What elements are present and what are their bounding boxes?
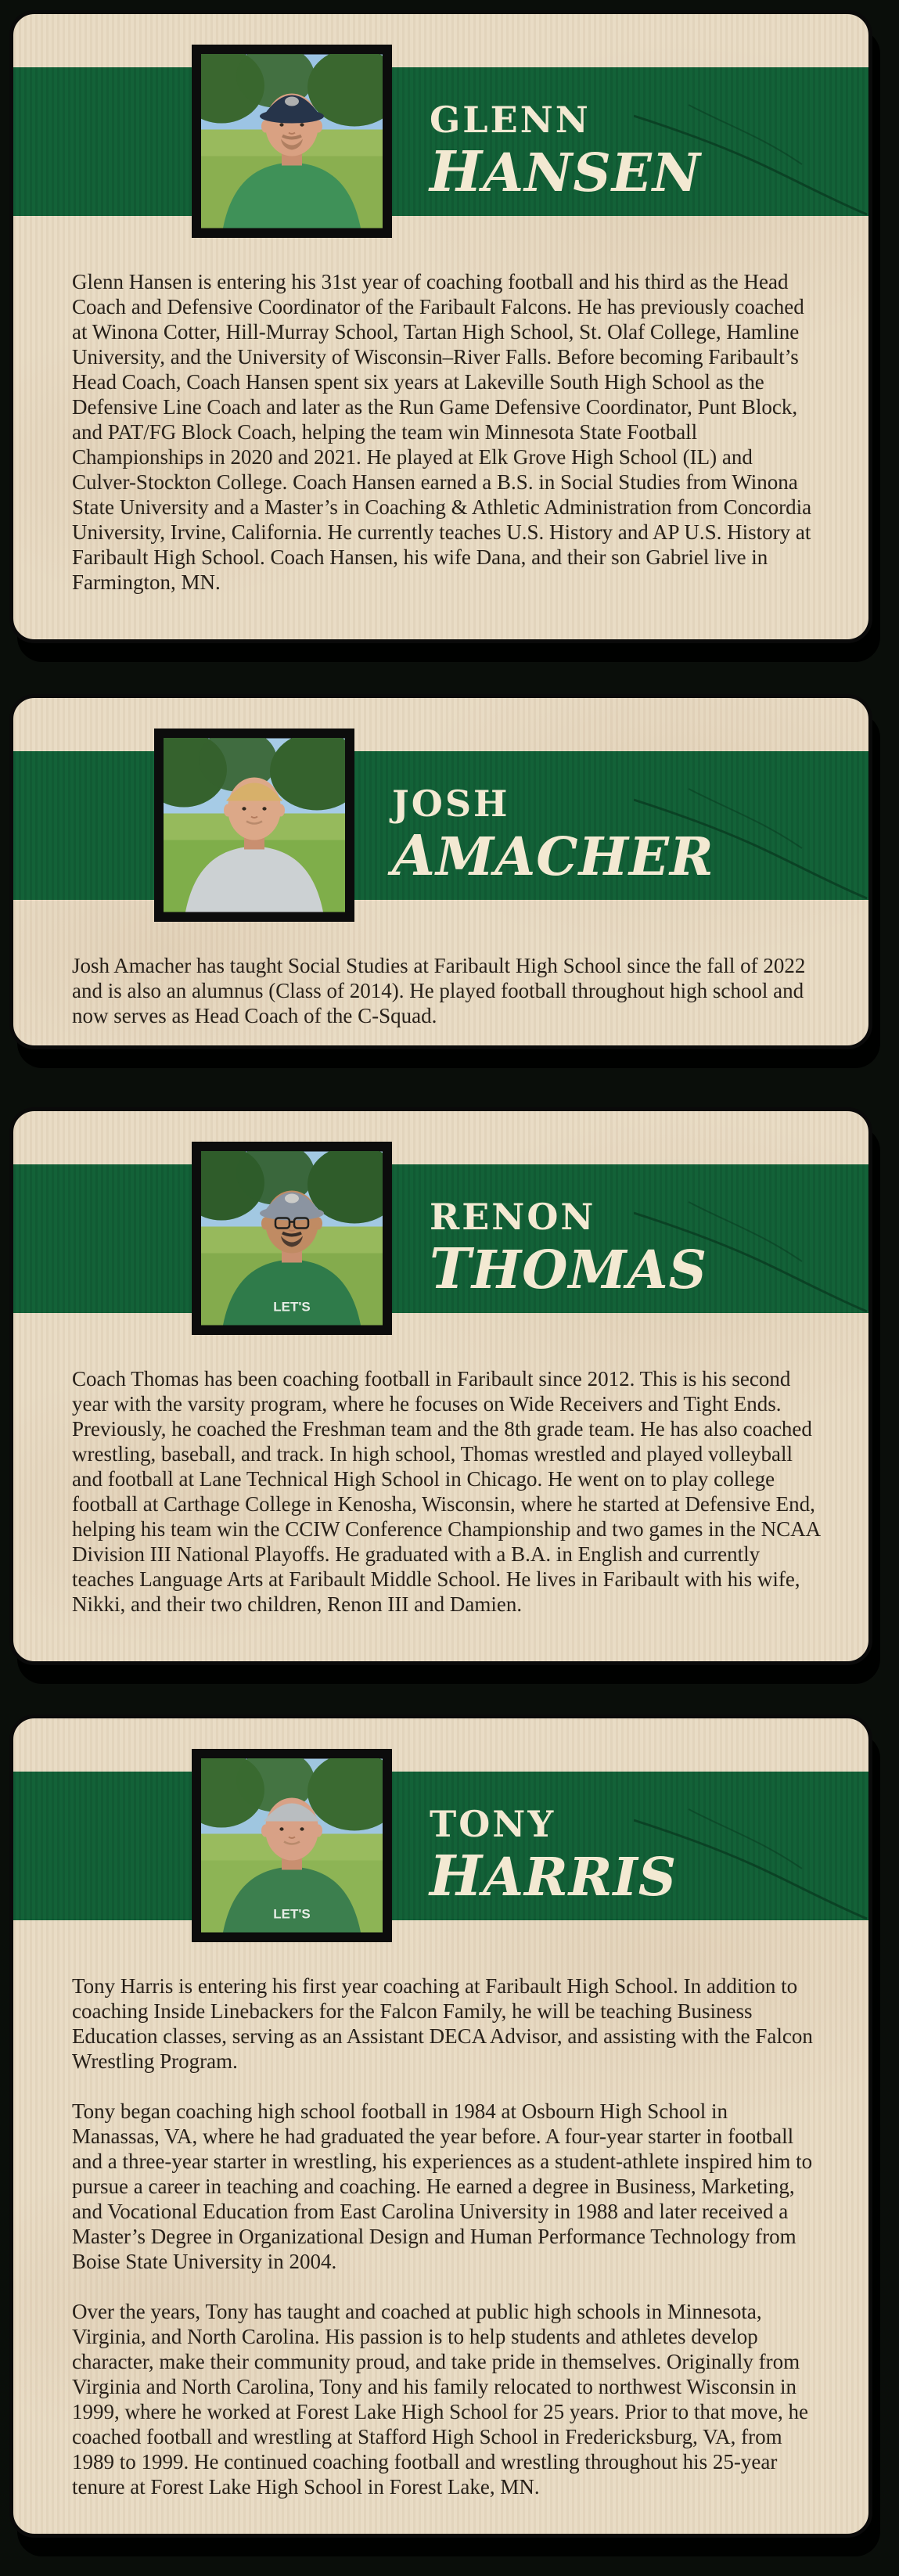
- coach-last-name: HARRIS: [430, 1843, 678, 1909]
- coach-first-name: GLENN: [430, 99, 591, 141]
- bio-paragraph: Tony Harris is entering his first year coaching at Faribault High School. In addition to coaching Inside Linebackers for the Falcon Family, he will be teaching Business Education classes, serving as an Assistant DECA Advisor, and assisting with the Falcon Wrestling Program.: [72, 1974, 813, 2073]
- coach-first-name: JOSH: [392, 783, 510, 825]
- bio-paragraph: Tony began coaching high school football in 1984 at Osbourn High School in Manassas, VA, where he had graduated the year before. A four-year starter in football and a three-year starter in wrestling, his experiences as a student-athlete inspired him to pursue a career in teaching and coaching. He earned a degree in Business, Marketing, and Vocational Education from East Carolina University in 1988 and later received a Master’s Degree in Organizational Design and Human Performance Technology from Boise State University in 2004.: [72, 2099, 813, 2273]
- coach-last-name: AMACHER: [392, 822, 714, 888]
- coach-card: [9, 1714, 872, 2538]
- coach-bio: [13, 698, 868, 1045]
- coach-card: [9, 1107, 872, 1665]
- coach-bio: [13, 14, 868, 612]
- coach-bio: [13, 1718, 868, 2517]
- svg-text:LET'S: LET'S: [273, 1299, 311, 1315]
- bio-paragraph: Coach Thomas has been coaching football in Faribault since 2012. This is his second year with the varsity program, where he focuses on Wide Receivers and Tight Ends. Previously, he coached the Freshman team and the 8th grade team. He has also coached wrestling, baseball, and track. In high school, Thomas wrestled and played volleyball and football at Lane Technical High School in Chicago. He went on to play college football at Carthage College in Kenosha, Wisconsin, where he started at Defensive End, helping his team win the CCIW Conference Championship and two games in the NCAA Division III National Playoffs. He graduated with a B.A. in English and currently teaches Language Arts at Faribault Middle School. He lives in Faribault with his wife, Nikki, and their two children, Renon III and Damien.: [72, 1367, 820, 1616]
- bio-paragraph: Over the years, Tony has taught and coached at public high schools in Minnesota, Virginia, and North Carolina. His passion is to help students and athletes develop character, make their community proud, and take pride in themselves. Originally from Virginia and North Carolina, Tony and his family relocated to northwest Wisconsin in 1999, where he worked at Forest Lake High School for 25 years. Prior to that move, he coached football and wrestling at Stafford High School in Fredericksburg, VA, from 1989 to 1999. He continued coaching football and wrestling throughout his 25-year tenure at Forest Lake High School in Forest Lake, MN.: [72, 2300, 809, 2499]
- bio-paragraph: Glenn Hansen is entering his 31st year of coaching football and his third as the Head Coach and Defensive Coordinator of the Faribault Falcons. He has previously coached at Winona Cotter, Hill-Murray School, Tartan High School, St. Olaf College, Hamline University, and the University of Wisconsin–River Falls. Before becoming Faribault’s Head Coach, Coach Hansen spent six years at Lakeville South High School as the Defensive Line Coach and later as the Run Game Defensive Coordinator, Punt Block, and PAT/FG Block Coach, helping the team win Minnesota State Football Championships in 2020 and 2021. He played at Elk Grove High School (IL) and Culver-Stockton College. Coach Hansen earned a B.S. in Social Studies from Winona State University and a Master’s in Coaching & Athletic Administration from Concordia University, Irvine, California. He currently teaches U.S. History and AP U.S. History at Faribault High School. Coach Hansen, his wife Dana, and their son Gabriel live in Farmington, MN.: [72, 270, 812, 594]
- coach-card: [9, 10, 872, 643]
- coach-first-name: TONY: [430, 1803, 556, 1845]
- svg-text:LET'S: LET'S: [273, 1906, 311, 1922]
- bio-paragraph: Josh Amacher has taught Social Studies at Faribault High School since the fall of 2022 and is also an alumnus (Class of 2014). He played football throughout high school and now serves as Head Coach of the C-Squad.: [72, 954, 806, 1027]
- coach-first-name: RENON: [430, 1196, 596, 1238]
- coach-bio: [13, 1111, 868, 1634]
- coach-last-name: HANSEN: [430, 139, 702, 204]
- coach-last-name: THOMAS: [430, 1236, 708, 1301]
- coach-card: [9, 694, 872, 1049]
